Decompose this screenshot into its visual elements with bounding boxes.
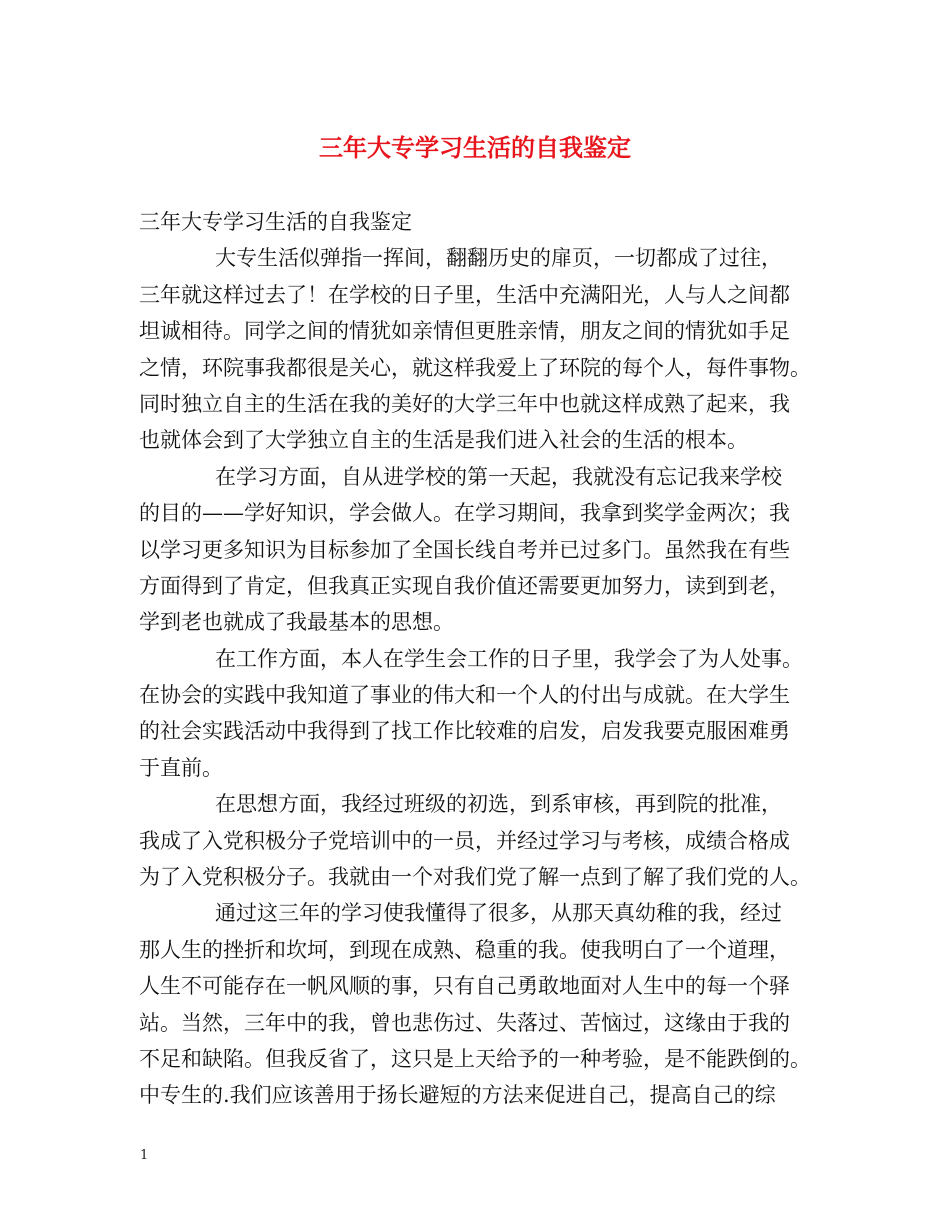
paragraph-line: 于直前。 <box>139 755 223 780</box>
paragraph-line: 大专生活似弹指一挥间，翻翻历史的扉页，一切都成了过往， <box>215 246 782 271</box>
subtitle-line: 三年大专学习生活的自我鉴定 <box>139 210 412 234</box>
paragraph-line: 不足和缺陷。但我反省了，这只是上天给予的一种考验，是不能跌倒的。 <box>139 1046 811 1071</box>
paragraph-line: 三年就这样过去了！在学校的日子里，生活中充满阳光，人与人之间都 <box>139 282 790 307</box>
paragraph-line: 之情，环院事我都很是关心，就这样我爱上了环院的每个人，每件事物。 <box>139 355 811 380</box>
paragraph-line: 的目的——学好知识，学会做人。在学习期间，我拿到奖学金两次；我 <box>139 501 790 526</box>
paragraph-line: 也就体会到了大学独立自主的生活是我们进入社会的生活的根本。 <box>139 428 748 453</box>
paragraph-line: 站。当然，三年中的我，曾也悲伤过、失落过、苦恼过，这缘由于我的 <box>139 1010 790 1035</box>
paragraph-line: 以学习更多知识为目标参加了全国长线自考并已过多门。虽然我在有些 <box>139 537 790 562</box>
page-number: 1 <box>140 1148 149 1163</box>
paragraph-line: 在学习方面，自从进学校的第一天起，我就没有忘记我来学校 <box>215 464 782 489</box>
paragraph-line: 在工作方面，本人在学生会工作的日子里，我学会了为人处事。 <box>215 646 803 671</box>
paragraph-line: 方面得到了肯定，但我真正实现自我价值还需要更加努力，读到到老， <box>139 573 790 598</box>
document-title: 三年大专学习生活的自我鉴定 <box>319 133 631 162</box>
paragraph-line: 在思想方面，我经过班级的初选，到系审核，再到院的批准， <box>215 792 782 817</box>
paragraph-line: 在协会的实践中我知道了事业的伟大和一个人的付出与成就。在大学生 <box>139 683 790 708</box>
paragraph-line: 人生不可能存在一帆风顺的事，只有自己勇敢地面对人生中的每一个驿 <box>139 974 790 999</box>
paragraph-line: 那人生的挫折和坎坷，到现在成熟、稳重的我。使我明白了一个道理， <box>139 937 790 962</box>
paragraph-line: 我成了入党积极分子党培训中的一员，并经过学习与考核，成绩合格成 <box>139 828 790 853</box>
paragraph-line: 为了入党积极分子。我就由一个对我们党了解一点到了解了我们党的人。 <box>139 865 811 890</box>
paragraph-line: 坦诚相待。同学之间的情犹如亲情但更胜亲情，朋友之间的情犹如手足 <box>139 319 790 344</box>
paragraph-line: 的社会实践活动中我得到了找工作比较难的启发，启发我要克服困难勇 <box>139 719 790 744</box>
paragraph-line: 通过这三年的学习使我懂得了很多，从那天真幼稚的我，经过 <box>215 901 782 926</box>
paragraph-line: 同时独立自主的生活在我的美好的大学三年中也就这样成熟了起来，我 <box>139 391 790 416</box>
paragraph-line: 学到老也就成了我最基本的思想。 <box>139 610 454 635</box>
paragraph-line: 中专生的.我们应该善用于扬长避短的方法来促进自己，提高自己的综 <box>139 1083 776 1108</box>
document-body <box>139 204 815 1114</box>
